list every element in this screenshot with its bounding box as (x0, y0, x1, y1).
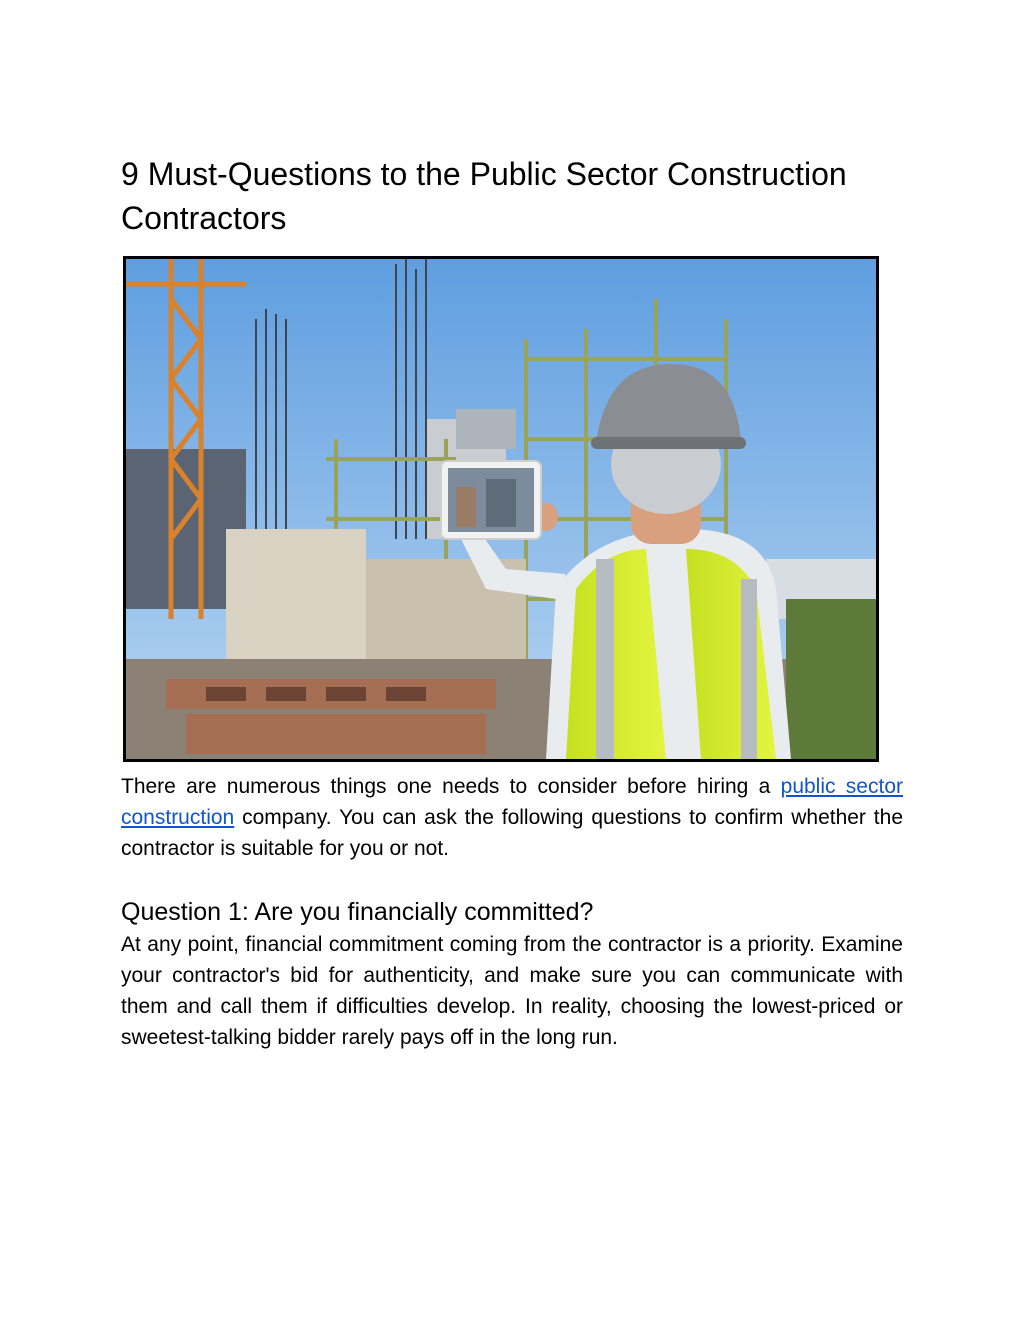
construction-worker-photo (123, 256, 879, 762)
page-title: 9 Must-Questions to the Public Sector Construction Contractors (121, 156, 847, 236)
intro-paragraph (121, 771, 903, 864)
intro-text-start: There are numerous things one needs to consider before hiring a (121, 775, 781, 798)
public-sector-construction-link[interactable]: public sector construction (121, 775, 903, 829)
question-1-heading: Question 1: Are you financially committed? (121, 898, 594, 926)
question-1-body: At any point, financial commitment coming from the contractor is a priority. Examine your contractor's bid for authenticity, and make sure you can communicate with them and call them if difficulties develop. In reality, choosing the lowest-priced or sweetest-talking bidder rarely pays off in the long run. (121, 933, 903, 1049)
intro-text-end: company. You can ask the following questions to confirm whether the contractor is suitable for you or not. (121, 806, 903, 860)
